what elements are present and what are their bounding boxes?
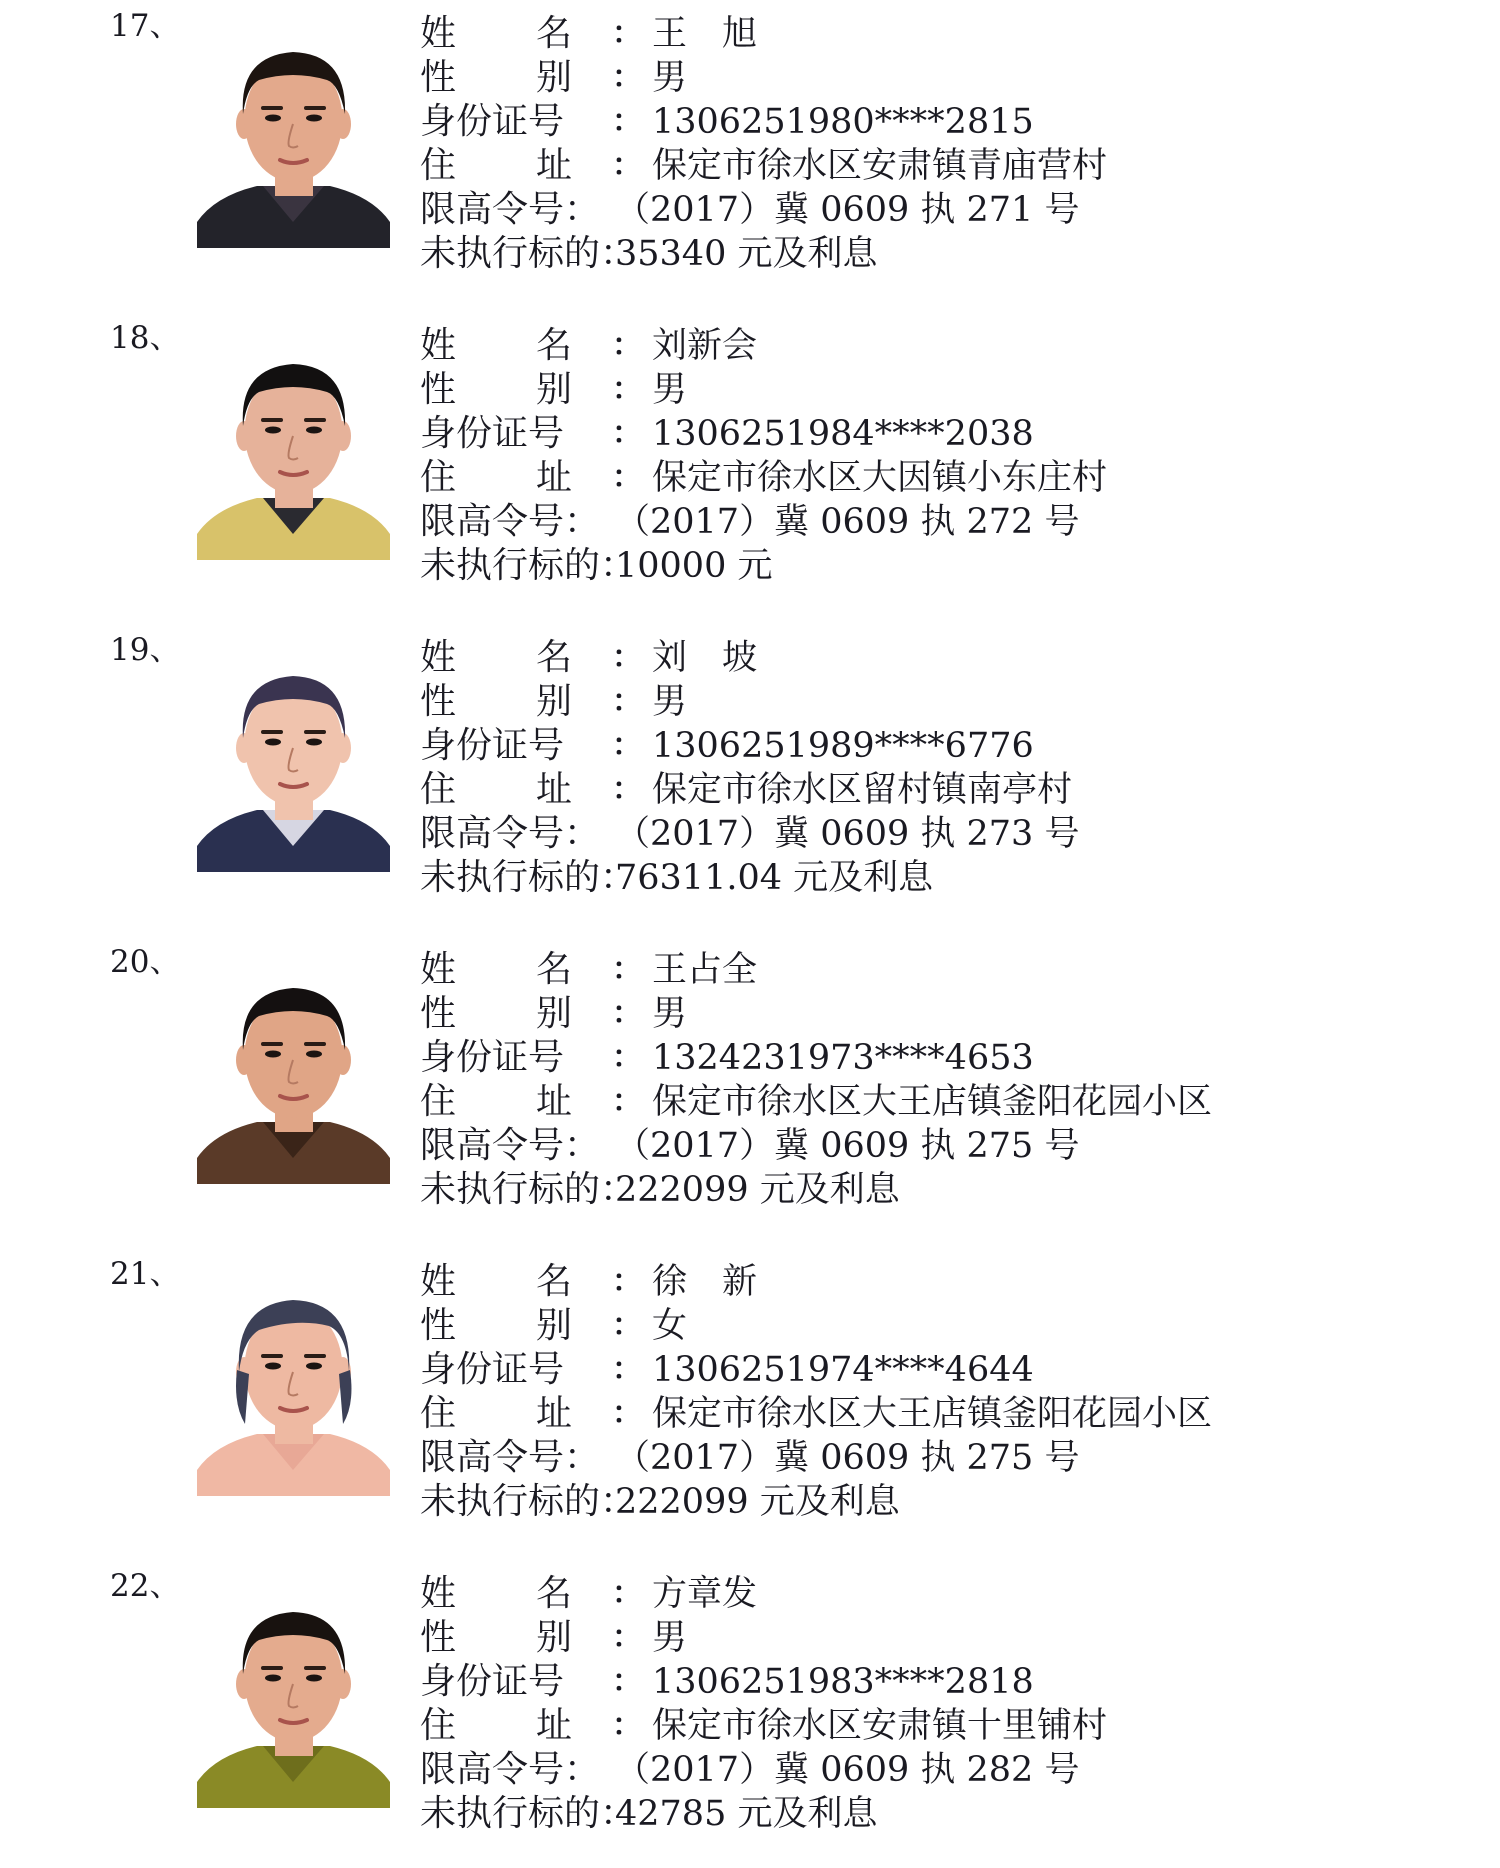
amount-row — [420, 856, 1480, 900]
debtor-fields — [420, 948, 1480, 1212]
amount-row — [420, 1480, 1480, 1524]
colon: ： — [612, 60, 642, 95]
address-label: 住 址 — [420, 457, 572, 498]
address-value: 保定市徐水区大因镇小东庄村 — [652, 458, 1108, 498]
id-value: 1306251980****2815 — [652, 102, 1034, 142]
debtor-entry-17 — [0, 8, 1500, 308]
amount-row — [420, 1792, 1480, 1836]
colon: ： — [612, 1264, 642, 1299]
name-row — [420, 1260, 1480, 1304]
id-value: 1306251984****2038 — [652, 414, 1034, 454]
gender-value: 男 — [652, 994, 688, 1034]
debtor-fields — [420, 1260, 1480, 1524]
name-row — [420, 948, 1480, 992]
colon: ： — [612, 1576, 642, 1611]
name-row — [420, 324, 1480, 368]
order-row — [420, 1748, 1480, 1792]
name-row — [420, 636, 1480, 680]
entry-number: 20、 — [110, 944, 181, 980]
debtor-fields — [420, 324, 1480, 588]
amount-label: 未执行标的： — [420, 545, 637, 586]
portrait-illustration — [197, 1586, 390, 1808]
amount-value: 222099 元及利息 — [615, 1170, 900, 1210]
name-value: 方章发 — [652, 1574, 758, 1614]
name-value: 王占全 — [652, 950, 758, 990]
gender-row — [420, 1304, 1480, 1348]
colon: ： — [612, 416, 642, 451]
colon: ： — [612, 1396, 642, 1431]
amount-label: 未执行标的： — [420, 1169, 637, 1210]
portrait-illustration — [197, 26, 390, 248]
colon: ： — [612, 104, 642, 139]
colon: ： — [612, 728, 642, 763]
name-value: 王 旭 — [652, 14, 758, 54]
gender-label: 性 别 — [420, 1305, 572, 1346]
portrait-photo — [197, 1274, 390, 1496]
debtor-entry-20 — [0, 944, 1500, 1244]
address-value: 保定市徐水区大王店镇釜阳花园小区 — [652, 1394, 1213, 1434]
colon: ： — [612, 684, 642, 719]
debtor-entry-18 — [0, 320, 1500, 620]
gender-label: 性 别 — [420, 369, 572, 410]
name-row — [420, 12, 1480, 56]
portrait-photo — [197, 1586, 390, 1808]
colon: ： — [612, 1708, 642, 1743]
colon: ： — [612, 328, 642, 363]
colon: ： — [612, 1664, 642, 1699]
order-row — [420, 500, 1480, 544]
colon: ： — [612, 772, 642, 807]
debtor-fields — [420, 636, 1480, 900]
amount-label: 未执行标的： — [420, 1481, 637, 1522]
id-row — [420, 724, 1480, 768]
name-label: 姓 名 — [420, 1261, 572, 1302]
address-value: 保定市徐水区安肃镇十里铺村 — [652, 1706, 1108, 1746]
name-value: 刘 坡 — [652, 638, 758, 678]
address-row — [420, 1704, 1480, 1748]
amount-value: 42785 元及利息 — [615, 1794, 878, 1834]
order-row — [420, 1436, 1480, 1480]
gender-label: 性 别 — [420, 993, 572, 1034]
id-row — [420, 412, 1480, 456]
debtor-entry-19 — [0, 632, 1500, 932]
id-row — [420, 1036, 1480, 1080]
address-row — [420, 144, 1480, 188]
colon: ： — [612, 372, 642, 407]
id-row — [420, 1660, 1480, 1704]
id-label: 身份证号 — [420, 725, 565, 766]
portrait-photo — [197, 650, 390, 872]
colon: ： — [612, 148, 642, 183]
id-row — [420, 1348, 1480, 1392]
order-label: 限高令号： — [420, 501, 601, 542]
order-label: 限高令号： — [420, 1749, 601, 1790]
entry-number: 17、 — [110, 8, 181, 44]
amount-row — [420, 1168, 1480, 1212]
name-label: 姓 名 — [420, 325, 572, 366]
portrait-photo — [197, 962, 390, 1184]
portrait-illustration — [197, 650, 390, 872]
gender-value: 男 — [652, 58, 688, 98]
gender-label: 性 别 — [420, 681, 572, 722]
gender-value: 男 — [652, 1618, 688, 1658]
amount-label: 未执行标的： — [420, 233, 637, 274]
colon: ： — [612, 1308, 642, 1343]
name-label: 姓 名 — [420, 13, 572, 54]
id-value: 1306251989****6776 — [652, 726, 1034, 766]
colon: ： — [612, 640, 642, 675]
entry-number: 18、 — [110, 320, 181, 356]
address-row — [420, 1392, 1480, 1436]
amount-value: 35340 元及利息 — [615, 234, 878, 274]
debtor-entry-21 — [0, 1256, 1500, 1556]
address-row — [420, 768, 1480, 812]
entry-number: 19、 — [110, 632, 181, 668]
gender-value: 女 — [652, 1306, 688, 1346]
debtor-fields — [420, 12, 1480, 276]
name-label: 姓 名 — [420, 949, 572, 990]
order-label: 限高令号： — [420, 189, 601, 230]
portrait-photo — [197, 26, 390, 248]
colon: ： — [612, 1084, 642, 1119]
amount-label: 未执行标的： — [420, 1793, 637, 1834]
gender-row — [420, 368, 1480, 412]
address-row — [420, 1080, 1480, 1124]
address-row — [420, 456, 1480, 500]
order-value: （2017）冀 0609 执 275 号 — [615, 1438, 1080, 1478]
amount-row — [420, 544, 1480, 588]
entry-number: 22、 — [110, 1568, 181, 1604]
gender-row — [420, 680, 1480, 724]
order-value: （2017）冀 0609 执 282 号 — [615, 1750, 1080, 1790]
address-value: 保定市徐水区安肃镇青庙营村 — [652, 146, 1108, 186]
address-label: 住 址 — [420, 145, 572, 186]
address-value: 保定市徐水区大王店镇釜阳花园小区 — [652, 1082, 1213, 1122]
id-label: 身份证号 — [420, 1349, 565, 1390]
order-row — [420, 1124, 1480, 1168]
gender-value: 男 — [652, 682, 688, 722]
address-label: 住 址 — [420, 1393, 572, 1434]
address-label: 住 址 — [420, 1081, 572, 1122]
gender-value: 男 — [652, 370, 688, 410]
id-label: 身份证号 — [420, 1037, 565, 1078]
id-value: 1306251974****4644 — [652, 1350, 1034, 1390]
address-label: 住 址 — [420, 769, 572, 810]
order-label: 限高令号： — [420, 813, 601, 854]
address-label: 住 址 — [420, 1705, 572, 1746]
debtor-entry-22 — [0, 1568, 1500, 1868]
order-row — [420, 812, 1480, 856]
id-label: 身份证号 — [420, 1661, 565, 1702]
colon: ： — [612, 1620, 642, 1655]
name-label: 姓 名 — [420, 1573, 572, 1614]
debtor-fields — [420, 1572, 1480, 1836]
colon: ： — [612, 952, 642, 987]
gender-label: 性 别 — [420, 57, 572, 98]
colon: ： — [612, 996, 642, 1031]
id-value: 1324231973****4653 — [652, 1038, 1034, 1078]
order-label: 限高令号： — [420, 1437, 601, 1478]
id-value: 1306251983****2818 — [652, 1662, 1034, 1702]
gender-row — [420, 992, 1480, 1036]
portrait-illustration — [197, 338, 390, 560]
order-value: （2017）冀 0609 执 272 号 — [615, 502, 1080, 542]
order-row — [420, 188, 1480, 232]
colon: ： — [612, 16, 642, 51]
colon: ： — [612, 1040, 642, 1075]
portrait-illustration — [197, 962, 390, 1184]
id-label: 身份证号 — [420, 413, 565, 454]
gender-label: 性 别 — [420, 1617, 572, 1658]
portrait-illustration — [197, 1274, 390, 1496]
gender-row — [420, 1616, 1480, 1660]
gender-row — [420, 56, 1480, 100]
amount-value: 10000 元 — [615, 546, 773, 586]
name-value: 徐 新 — [652, 1262, 758, 1302]
name-row — [420, 1572, 1480, 1616]
address-value: 保定市徐水区留村镇南亭村 — [652, 770, 1073, 810]
order-value: （2017）冀 0609 执 273 号 — [615, 814, 1080, 854]
name-label: 姓 名 — [420, 637, 572, 678]
id-row — [420, 100, 1480, 144]
amount-row — [420, 232, 1480, 276]
colon: ： — [612, 1352, 642, 1387]
amount-label: 未执行标的： — [420, 857, 637, 898]
order-value: （2017）冀 0609 执 271 号 — [615, 190, 1080, 230]
amount-value: 222099 元及利息 — [615, 1482, 900, 1522]
portrait-photo — [197, 338, 390, 560]
amount-value: 76311.04 元及利息 — [615, 858, 934, 898]
id-label: 身份证号 — [420, 101, 565, 142]
colon: ： — [612, 460, 642, 495]
entry-number: 21、 — [110, 1256, 181, 1292]
name-value: 刘新会 — [652, 326, 758, 366]
order-value: （2017）冀 0609 执 275 号 — [615, 1126, 1080, 1166]
order-label: 限高令号： — [420, 1125, 601, 1166]
